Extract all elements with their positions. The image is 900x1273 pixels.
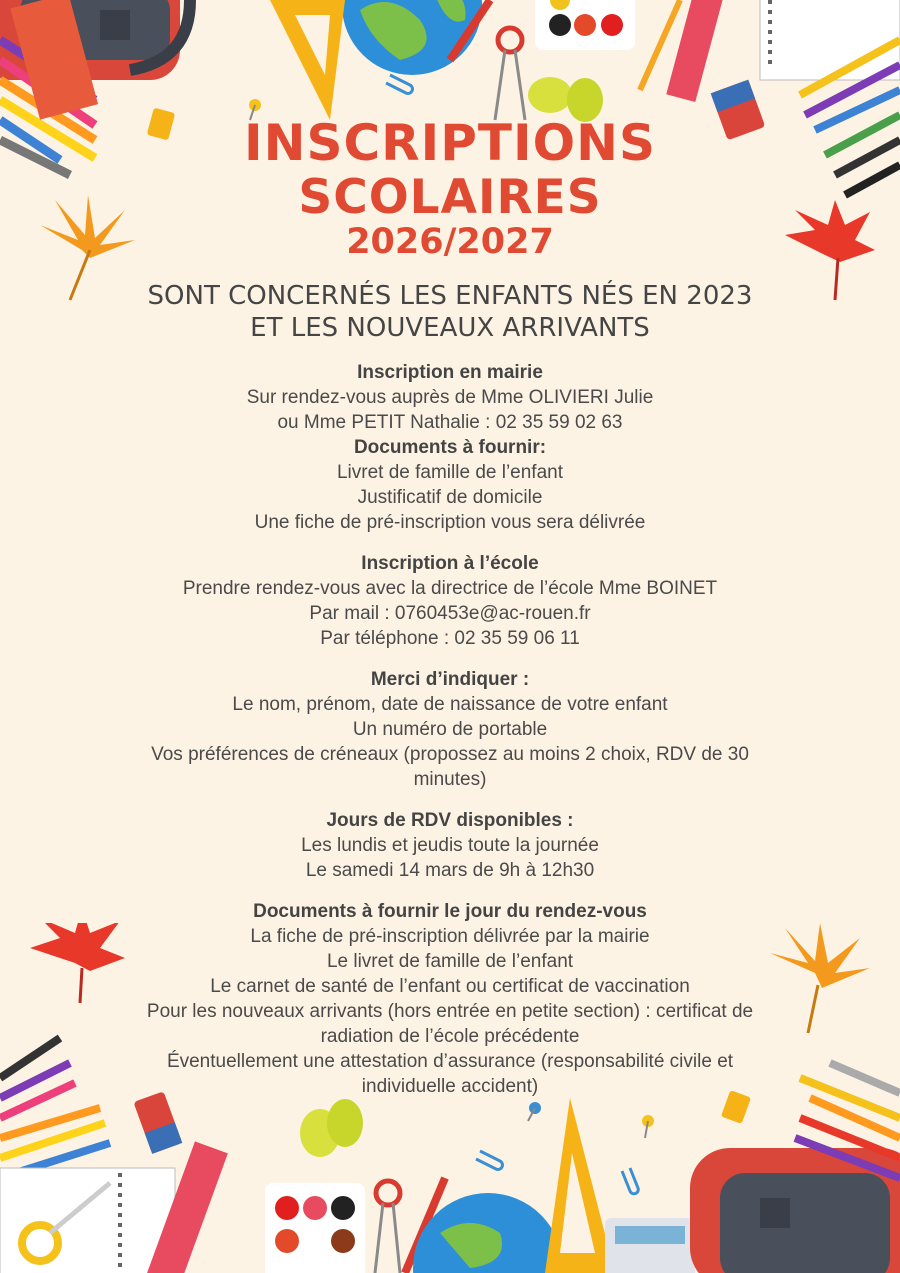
title-line1: INSCRIPTIONS xyxy=(244,114,656,172)
set-square-icon xyxy=(545,1098,615,1273)
ecole-email: Par mail : 0760453e@ac-rouen.fr xyxy=(309,603,591,624)
paperclip-icon xyxy=(476,1151,502,1169)
concern-text xyxy=(0,280,900,344)
concern-line1: SONT CONCERNÉS LES ENFANTS NÉS EN 2023 xyxy=(147,281,753,311)
calculator-icon xyxy=(605,1218,695,1273)
rdv-docs-heading: Documents à fournir le jour du rendez-vous xyxy=(253,901,647,922)
concern-line2: ET LES NOUVEAUX ARRIVANTS xyxy=(250,313,650,343)
eraser-icon xyxy=(133,1091,182,1154)
title-line2: SCOLAIRES xyxy=(298,170,602,225)
pushpin-icon xyxy=(528,1102,654,1138)
merci-line: minutes) xyxy=(413,769,487,790)
leaf-icon xyxy=(300,1099,363,1157)
compass-icon xyxy=(495,28,525,120)
mairie-heading: Inscription en mairie xyxy=(357,362,543,383)
jours-heading: Jours de RDV disponibles : xyxy=(326,810,574,831)
rdv-doc-item: radiation de l’école précédente xyxy=(320,1026,580,1047)
merci-line: Un numéro de portable xyxy=(352,719,548,740)
paint-palette-icon xyxy=(535,0,635,50)
ecole-heading: Inscription à l’école xyxy=(361,553,539,574)
ecole-line: Prendre rendez-vous avec la directrice de l’école Mme BOINET xyxy=(182,578,718,599)
rdv-doc-item: La fiche de pré-inscription délivrée par la mairie xyxy=(250,926,650,947)
section-rdv-docs xyxy=(60,899,840,1099)
paperclip-icon xyxy=(386,75,412,93)
notebook-icon xyxy=(760,0,900,80)
paperclip-icon xyxy=(622,1168,638,1194)
mairie-line: Sur rendez-vous auprès de Mme OLIVIERI Julie xyxy=(246,387,654,408)
merci-heading: Merci d’indiquer : xyxy=(370,669,530,690)
rdv-doc-item: Éventuellement une attestation d’assurance (responsabilité civile et xyxy=(166,1051,734,1072)
rdv-doc-item: Le livret de famille de l’enfant xyxy=(326,951,574,972)
section-ecole xyxy=(60,551,840,651)
compass-icon xyxy=(375,1181,400,1273)
mairie-line: ou Mme PETIT Nathalie : 02 35 59 02 63 xyxy=(277,412,623,433)
section-jours xyxy=(60,808,840,883)
mairie-doc-item: Livret de famille de l’enfant xyxy=(336,462,563,483)
section-mairie xyxy=(60,360,840,535)
title-year: 2026/2027 xyxy=(346,222,554,262)
mairie-doc-item: Justificatif de domicile xyxy=(357,487,543,508)
paint-palette-icon xyxy=(265,1183,365,1273)
section-merci xyxy=(60,667,840,792)
merci-line: Vos préférences de créneaux (propossez au moins 2 choix, RDV de 30 xyxy=(151,744,749,765)
rdv-doc-item: individuelle accident) xyxy=(361,1076,539,1097)
set-square-icon xyxy=(270,0,345,120)
rdv-doc-item: Le carnet de santé de l’enfant ou certificat de vaccination xyxy=(210,976,690,997)
jours-line: Le samedi 14 mars de 9h à 12h30 xyxy=(305,860,595,881)
rdv-doc-item: Pour les nouveaux arrivants (hors entrée en petite section) : certificat de xyxy=(146,1001,754,1022)
mairie-docs-heading: Documents à fournir: xyxy=(353,437,547,458)
mairie-doc-item: Une fiche de pré-inscription vous sera délivrée xyxy=(254,512,646,533)
ecole-phone: Par téléphone : 02 35 59 06 11 xyxy=(320,628,580,649)
jours-line: Les lundis et jeudis toute la journée xyxy=(301,835,599,856)
merci-line: Le nom, prénom, date de naissance de votre enfant xyxy=(232,694,668,715)
